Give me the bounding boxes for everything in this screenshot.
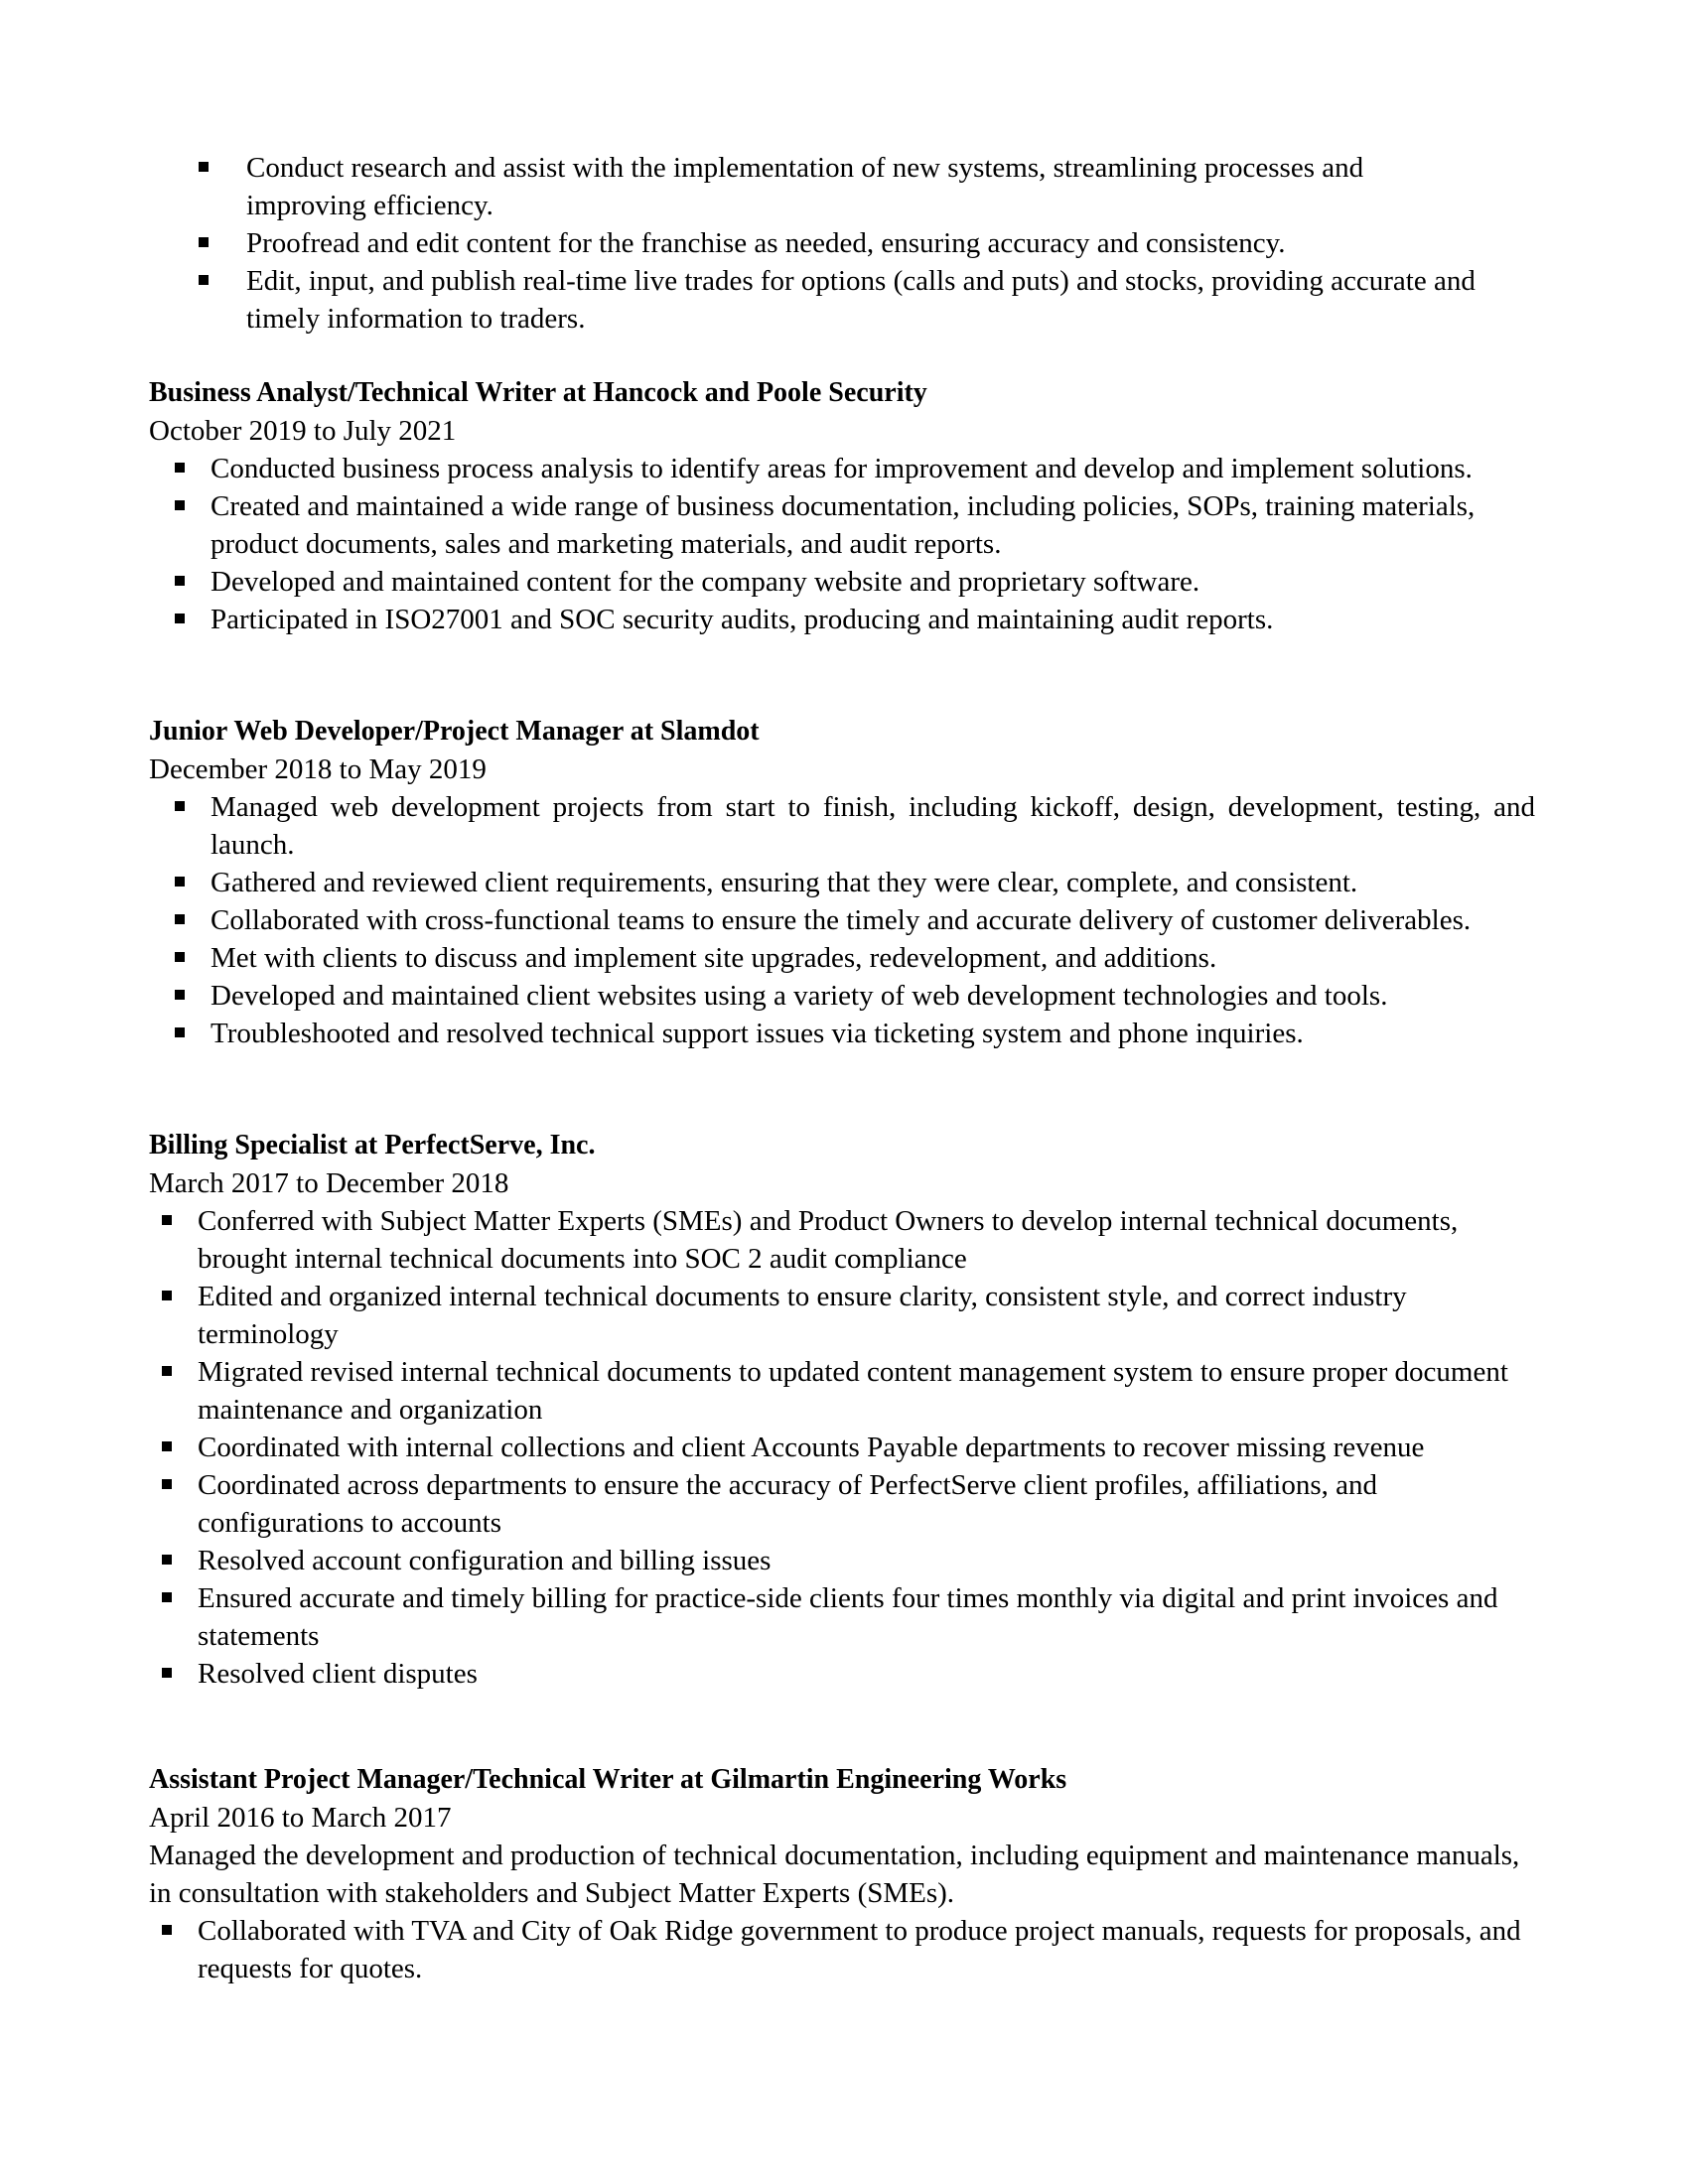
list-item	[175, 977, 1535, 1015]
job-title: Billing Specialist at PerfectServe, Inc.	[149, 1130, 596, 1160]
list-item	[162, 1912, 1522, 1987]
bullet-text: Developed and maintained client websites using a variety of web development technologies and tools.	[211, 980, 1388, 1012]
bullet-text: Participated in ISO27001 and SOC security audits, producing and maintaining audit reports.	[211, 604, 1274, 635]
bullet-text: Conduct research and assist with the implementation of new systems, streamlining processes and improving efficiency.	[246, 152, 1364, 221]
list-item	[175, 1015, 1535, 1052]
bullet-text: Resolved account configuration and billing issues	[198, 1545, 772, 1576]
bullet-square-icon	[162, 1479, 172, 1489]
bullet-text: Conferred with Subject Matter Experts (SMEs) and Product Owners to develop internal technical documents, brought internal technical documents into SOC 2 audit compliance	[198, 1205, 1459, 1275]
bullet-text: Managed web development projects from start to finish, including kickoff, design, development, testing, and launch.	[211, 791, 1535, 861]
list-item	[175, 901, 1535, 939]
bullet-square-icon	[162, 1366, 172, 1376]
list-item	[162, 1278, 1522, 1353]
bullet-square-icon	[175, 463, 185, 473]
bullet-text: Coordinated with internal collections and client Accounts Payable departments to recover missing revenue	[198, 1432, 1425, 1463]
job-title: Junior Web Developer/Project Manager at Slamdot	[149, 716, 760, 747]
job-dates: March 2017 to December 2018	[149, 1167, 509, 1199]
bullet-square-icon	[175, 877, 185, 887]
list-item	[175, 939, 1535, 977]
list-item	[199, 224, 1489, 262]
bullet-square-icon	[175, 500, 185, 510]
bullet-text: Met with clients to discuss and implement site upgrades, redevelopment, and additions.	[211, 942, 1217, 974]
bullet-square-icon	[175, 990, 185, 1000]
bullet-text: Troubleshooted and resolved technical support issues via ticketing system and phone inquiries.	[211, 1018, 1304, 1049]
bullet-text: Conducted business process analysis to identify areas for improvement and develop and implement solutions.	[211, 453, 1473, 484]
bullet-square-icon	[175, 801, 185, 811]
list-item	[162, 1655, 1522, 1693]
bullet-text: Edited and organized internal technical documents to ensure clarity, consistent style, and correct industry terminology	[198, 1281, 1407, 1350]
job-dates: April 2016 to March 2017	[149, 1802, 452, 1834]
bullet-text: Collaborated with cross-functional teams to ensure the timely and accurate delivery of customer deliverables.	[211, 904, 1472, 936]
bullet-text: Developed and maintained content for the company website and proprietary software.	[211, 566, 1200, 598]
bullet-square-icon	[175, 914, 185, 924]
bullet-text: Gathered and reviewed client requirements, ensuring that they were clear, complete, and consistent.	[211, 867, 1358, 898]
list-item	[199, 262, 1489, 338]
bullet-text: Collaborated with TVA and City of Oak Ridge government to produce project manuals, requests for proposals, and requests for quotes.	[198, 1915, 1521, 1984]
bullet-square-icon	[162, 1215, 172, 1225]
job-bullet-list	[162, 1912, 1522, 1987]
job-dates: December 2018 to May 2019	[149, 753, 487, 785]
list-item	[175, 864, 1535, 901]
list-item	[162, 1579, 1522, 1655]
list-item	[162, 1429, 1522, 1466]
list-item	[199, 149, 1489, 224]
bullet-text: Edit, input, and publish real-time live trades for options (calls and puts) and stocks, providing accurate and timely information to traders.	[246, 265, 1476, 335]
list-item	[175, 487, 1535, 563]
bullet-square-icon	[199, 162, 209, 172]
bullet-square-icon	[162, 1291, 172, 1300]
job-bullet-list	[162, 1202, 1522, 1693]
bullet-text: Ensured accurate and timely billing for practice-side clients four times monthly via digital and print invoices and statements	[198, 1582, 1498, 1652]
job-bullet-list	[175, 450, 1535, 638]
list-item	[175, 601, 1535, 638]
bullet-square-icon	[162, 1925, 172, 1935]
bullet-square-icon	[162, 1668, 172, 1678]
job-dates: October 2019 to July 2021	[149, 415, 457, 447]
bullet-text: Proofread and edit content for the franchise as needed, ensuring accuracy and consistency.	[246, 227, 1286, 259]
bullet-square-icon	[175, 1027, 185, 1037]
bullet-text: Migrated revised internal technical documents to updated content management system to ensure proper document maintenance and organization	[198, 1356, 1508, 1426]
list-item	[175, 563, 1535, 601]
bullet-square-icon	[199, 275, 209, 285]
list-item	[162, 1202, 1522, 1278]
bullet-square-icon	[162, 1555, 172, 1565]
list-item	[162, 1353, 1522, 1429]
list-item	[162, 1466, 1522, 1542]
job-title: Business Analyst/Technical Writer at Hancock and Poole Security	[149, 377, 927, 408]
list-item	[175, 450, 1535, 487]
intro-bullet-list	[199, 149, 1489, 338]
job-title: Assistant Project Manager/Technical Writer at Gilmartin Engineering Works	[149, 1764, 1067, 1795]
bullet-square-icon	[199, 237, 209, 247]
list-item	[162, 1542, 1522, 1579]
job-bullet-list	[175, 788, 1535, 1052]
bullet-square-icon	[175, 614, 185, 623]
bullet-square-icon	[175, 576, 185, 586]
bullet-text: Resolved client disputes	[198, 1658, 478, 1690]
bullet-square-icon	[162, 1441, 172, 1451]
bullet-text: Coordinated across departments to ensure the accuracy of PerfectServe client profiles, affiliations, and configurations to accounts	[198, 1469, 1378, 1539]
bullet-square-icon	[162, 1592, 172, 1602]
bullet-text: Created and maintained a wide range of business documentation, including policies, SOPs, training materials, product documents, sales and marketing materials, and audit reports.	[211, 490, 1476, 560]
bullet-square-icon	[175, 952, 185, 962]
job-summary: Managed the development and production of technical documentation, including equipment and maintenance manuals, in consultation with stakeholders and Subject Matter Experts (SMEs).	[149, 1840, 1520, 1909]
list-item	[175, 788, 1535, 864]
